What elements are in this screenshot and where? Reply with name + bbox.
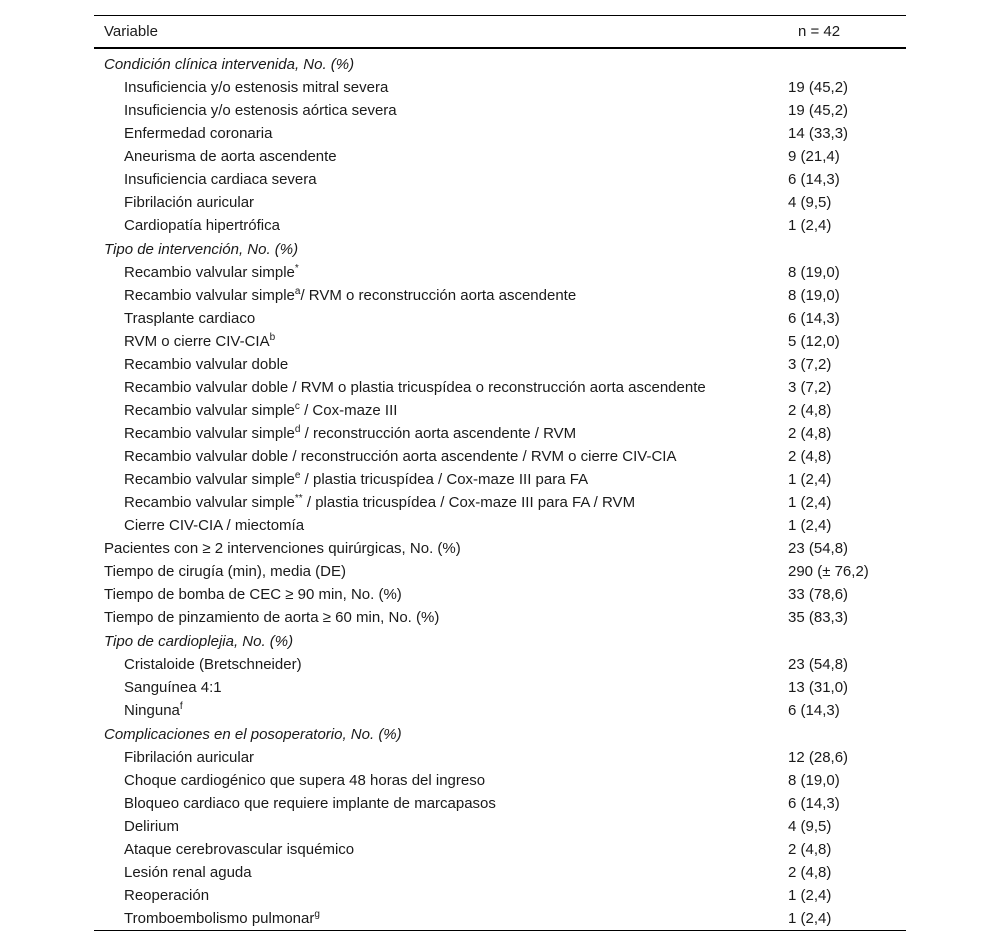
row-value: 1 (2,4): [788, 471, 832, 488]
row-label: Recambio valvular doble: [124, 356, 289, 373]
footnote-marker: *: [294, 263, 299, 274]
table-row: [94, 769, 906, 792]
table-row: [94, 884, 906, 907]
table-row: [94, 99, 906, 122]
row-value: 6 (14,3): [788, 795, 840, 812]
row-value: 19 (45,2): [788, 79, 849, 96]
row-value: 1 (2,4): [788, 217, 832, 234]
table-row: [94, 376, 906, 399]
footnote-marker: f: [179, 701, 183, 712]
row-value: 19 (45,2): [788, 102, 849, 119]
row-value: 4 (9,5): [788, 818, 832, 835]
row-value: 3 (7,2): [788, 379, 832, 396]
column-header-n: n = 42: [798, 23, 841, 40]
table-row: [94, 76, 906, 99]
table-row: [94, 491, 906, 514]
table-header-row: [94, 16, 906, 49]
table-row: [94, 792, 906, 815]
row-value: 2 (4,8): [788, 425, 832, 442]
footnote-marker: c: [294, 401, 300, 412]
table-row: [94, 514, 906, 537]
row-label: Sanguínea 4:1: [124, 679, 222, 696]
row-label: Fibrilación auricular: [124, 749, 255, 766]
section-title-cardioplejia: Tipo de cardioplejia, No. (%): [104, 632, 294, 650]
table-row: [94, 261, 906, 284]
row-label: Tiempo de cirugía (min), media (DE): [104, 563, 347, 580]
table-row: [94, 606, 906, 629]
row-label: Aneurisma de aorta ascendente: [124, 148, 337, 165]
row-value: 6 (14,3): [788, 171, 840, 188]
row-label: Pacientes con ≥ 2 intervenciones quirúrgicas, No. (%): [104, 540, 461, 557]
row-label: Cristaloide (Bretschneider): [124, 656, 302, 673]
section-header-row: [94, 722, 906, 746]
section-title-condicion: Condición clínica intervenida, No. (%): [104, 55, 355, 73]
row-value: 5 (12,0): [788, 333, 840, 350]
footnote-marker: g: [314, 909, 320, 920]
footnote-marker: a: [294, 286, 301, 297]
row-label: Cierre CIV-CIA / miectomía: [124, 517, 305, 534]
row-value: 3 (7,2): [788, 356, 832, 373]
column-header-variable: Variable: [104, 23, 158, 40]
row-label: Ataque cerebrovascular isquémico: [124, 841, 355, 858]
row-label: RVM o cierre CIV-CIA$^b$: [124, 332, 276, 350]
section-header-row: [94, 629, 906, 653]
table-row: [94, 191, 906, 214]
row-label: Reoperación: [124, 887, 210, 904]
row-label: Bloqueo cardiaco que requiere implante de marcapasos: [124, 795, 496, 812]
row-value: 33 (78,6): [788, 586, 849, 603]
row-label: Tromboembolismo pulmonar$^g$: [124, 909, 320, 927]
table-row: [94, 861, 906, 884]
row-value: 2 (4,8): [788, 402, 832, 419]
row-label: Delirium: [124, 818, 180, 835]
row-label: Recambio valvular simple$^a$/ RVM o reconstrucción aorta ascendente: [124, 286, 577, 304]
table-row: [94, 653, 906, 676]
row-value: 8 (19,0): [788, 287, 840, 304]
table-row: [94, 907, 906, 931]
section-header-row: [94, 237, 906, 261]
table-row: [94, 399, 906, 422]
row-value: 290 (± 76,2): [788, 563, 869, 580]
row-value: 1 (2,4): [788, 910, 832, 927]
table-row: [94, 815, 906, 838]
row-value: 1 (2,4): [788, 517, 832, 534]
table-row: [94, 676, 906, 699]
row-label: Recambio valvular simple** / plastia tricuspídea / Cox-maze III para FA / RVM: [124, 493, 636, 511]
table-row: [94, 468, 906, 491]
row-value: 2 (4,8): [788, 448, 832, 465]
row-value: 9 (21,4): [788, 148, 840, 165]
row-value: 13 (31,0): [788, 679, 849, 696]
row-value: 12 (28,6): [788, 749, 849, 766]
row-label: Fibrilación auricular: [124, 194, 255, 211]
section-title-intervencion: Tipo de intervención, No. (%): [104, 240, 299, 258]
row-label: Ninguna$^f$: [124, 701, 183, 719]
row-label: Recambio valvular simple$^e$ / plastia tricuspídea / Cox-maze III para FA: [124, 470, 589, 488]
row-value: 2 (4,8): [788, 841, 832, 858]
table-row: [94, 422, 906, 445]
table-row: [94, 284, 906, 307]
table-row: [94, 583, 906, 606]
table-row: [94, 145, 906, 168]
footnote-marker: e: [294, 470, 301, 481]
row-label: Insuficiencia y/o estenosis mitral severa: [124, 79, 389, 96]
row-value: 4 (9,5): [788, 194, 832, 211]
table-row: [94, 838, 906, 861]
table-row: [94, 122, 906, 145]
section-header-row: [94, 48, 906, 76]
row-label: Lesión renal aguda: [124, 864, 252, 881]
row-label: Recambio valvular doble / RVM o plastia tricuspídea o reconstrucción aorta ascendente: [124, 379, 706, 396]
table-row: [94, 699, 906, 722]
table-row: [94, 168, 906, 191]
row-value: 6 (14,3): [788, 310, 840, 327]
table-row: [94, 353, 906, 376]
row-label: Choque cardiogénico que supera 48 horas del ingreso: [124, 772, 486, 789]
row-label: Cardiopatía hipertrófica: [124, 217, 280, 234]
row-label: Insuficiencia cardiaca severa: [124, 171, 317, 188]
row-value: 8 (19,0): [788, 772, 840, 789]
row-label: Recambio valvular simple$^d$ / reconstrucción aorta ascendente / RVM: [124, 424, 577, 442]
row-value: 35 (83,3): [788, 609, 849, 626]
table-row: [94, 307, 906, 330]
row-label: Recambio valvular simple*: [124, 263, 299, 281]
row-value: 8 (19,0): [788, 264, 840, 281]
section-title-complicaciones: Complicaciones en el posoperatorio, No. (%): [104, 725, 402, 743]
row-value: 1 (2,4): [788, 494, 832, 511]
footnote-marker: **: [294, 493, 303, 504]
row-value: 23 (54,8): [788, 656, 849, 673]
row-label: Insuficiencia y/o estenosis aórtica severa: [124, 102, 397, 119]
row-value: 2 (4,8): [788, 864, 832, 881]
row-label: Recambio valvular doble / reconstrucción aorta ascendente / RVM o cierre CIV-CIA: [124, 448, 677, 465]
footnote-marker: d: [294, 424, 301, 435]
row-label: Tiempo de bomba de CEC ≥ 90 min, No. (%): [104, 586, 402, 603]
table-row: [94, 214, 906, 237]
table-row: [94, 537, 906, 560]
row-label: Tiempo de pinzamiento de aorta ≥ 60 min, No. (%): [104, 609, 440, 626]
row-value: 14 (33,3): [788, 125, 849, 142]
table-row: [94, 560, 906, 583]
table-row: [94, 445, 906, 468]
table-row: [94, 330, 906, 353]
row-value: 1 (2,4): [788, 887, 832, 904]
row-value: 23 (54,8): [788, 540, 849, 557]
row-label: Trasplante cardiaco: [124, 310, 256, 327]
row-label: Recambio valvular simple$^c$ / Cox-maze III: [124, 401, 398, 419]
clinical-characteristics-table: [94, 15, 906, 931]
clinical-characteristics-table-container: [94, 15, 906, 931]
row-label: Enfermedad coronaria: [124, 125, 273, 142]
table-row: [94, 746, 906, 769]
row-value: 6 (14,3): [788, 702, 840, 719]
footnote-marker: b: [269, 332, 276, 343]
